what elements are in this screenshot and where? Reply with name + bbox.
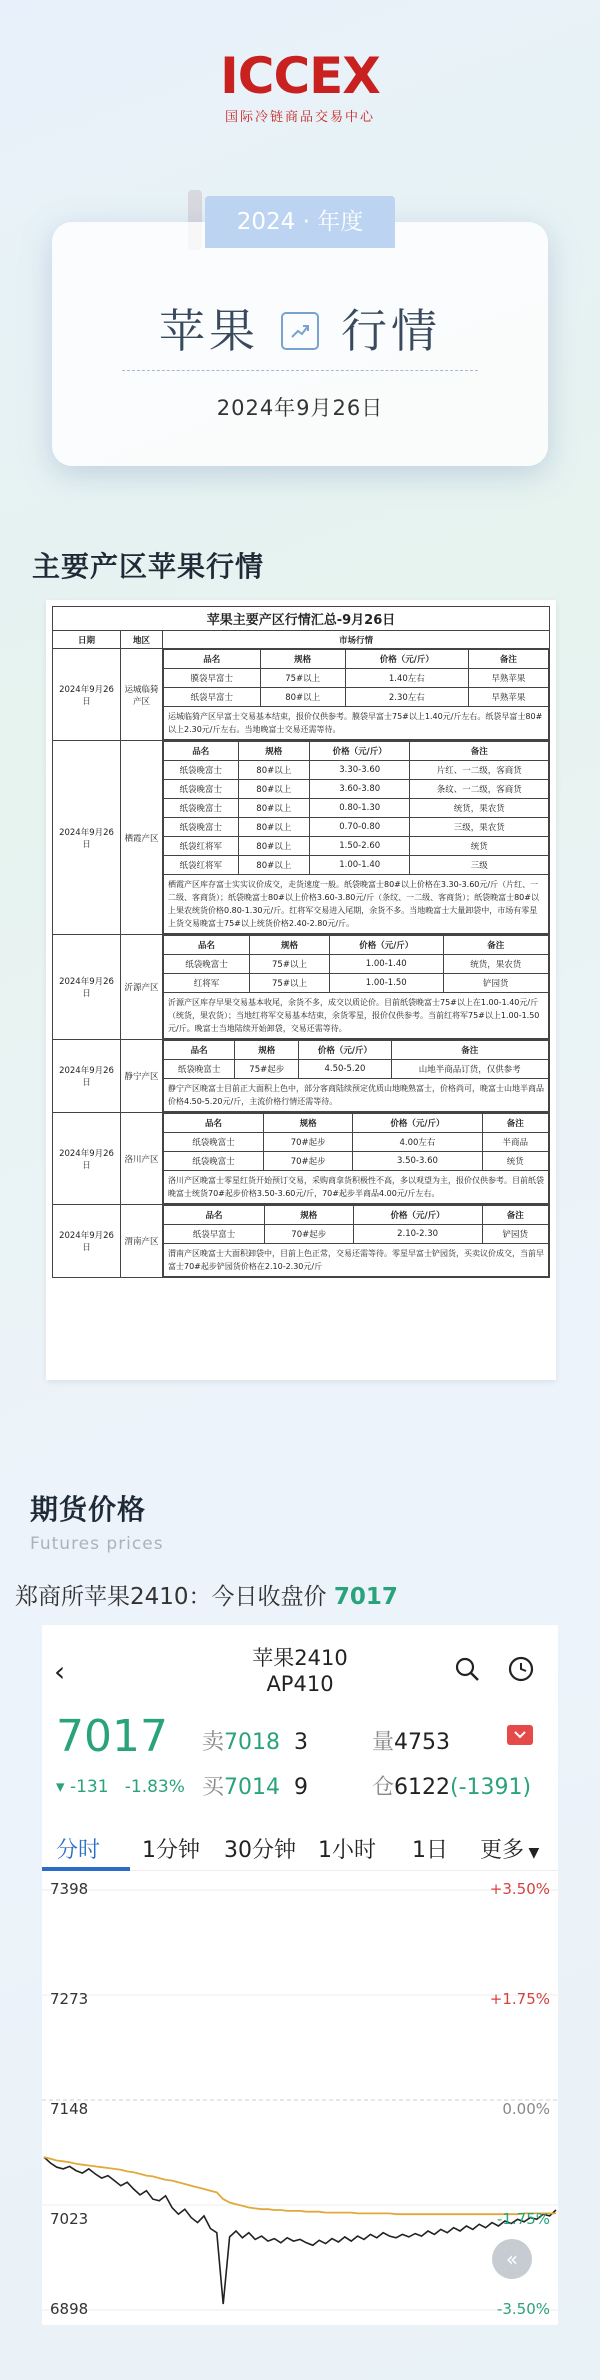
tab-more-label: 更多 [480,1838,525,1863]
price-cell: 4.50-5.20 [299,1060,391,1079]
oi-value: 6122 [394,1775,451,1800]
region-date: 2024年9月26日 [53,649,121,741]
region-note: 静宁产区晚富士目前正大面积上色中，部分客商陆续预定优质山地晚熟富士，价格尚可，晚富士山地半商品价格4.50-5.20元/斤，主流价格行情还需等待。 [164,1079,549,1112]
region-note: 栖霞产区库存富士实实议价成交，走货速度一般。纸袋晚富士80#以上价格在3.30-3.60元/斤（片红、一二级、客商货）；纸袋晚富士80#以上价格3.60-3.80元/斤（条纹、一二级、客商货）；纸袋晚富士80#以上果农统货价格0.80-1.30元/斤。红将军交易进入尾期，余货不多。当地晚富士大量卸袋中，市场有零星上货交易晚富士75#以上统货价格2.40-2.80元/斤。 [164,875,549,934]
price-cell: 80#以上 [238,761,309,780]
price-cell: 75#以上 [260,669,345,688]
price-row [164,1060,549,1079]
price-cell: 0.80-1.30 [310,799,410,818]
price-cell: 75#以上 [250,974,330,993]
col-region: 地区 [121,631,163,649]
price-cell: 80#以上 [260,688,345,707]
price-cell: 纸袋晚富士 [164,799,239,818]
tab-intraday[interactable]: 分时 [56,1838,101,1863]
sub-header: 价格（元/斤） [299,1041,391,1060]
sub-header: 规格 [260,650,345,669]
sub-header: 品名 [164,650,261,669]
price-cell: 纸袋晚富士 [164,1060,235,1079]
price-cell: 1.00-1.40 [329,955,443,974]
page-title [52,295,548,361]
price-cell: 红将军 [164,974,250,993]
price-cell: 80#以上 [238,818,309,837]
change-value: -131 [69,1777,109,1797]
divider [122,370,478,371]
price-change [56,1777,185,1797]
y-left-tick: 7148 [50,2100,89,2118]
sub-header: 规格 [238,742,309,761]
tab-1hour[interactable]: 1小时 [318,1838,376,1863]
region-row [53,1040,550,1113]
ask-label: 卖 [202,1730,225,1755]
region-market [163,935,550,1040]
price-cell: 山地半商品订货，仅供参考 [391,1060,548,1079]
market-table [52,606,550,1296]
sub-header: 价格（元/斤） [345,650,468,669]
price-cell: 纸袋晚富士 [164,818,239,837]
price-cell: 纸袋晚富士 [164,761,239,780]
market-table-image [46,600,556,1380]
price-row [164,1152,549,1171]
sub-header: 备注 [468,650,548,669]
y-left-tick: 7273 [50,1990,89,2008]
price-cell: 2.10-2.30 [353,1225,482,1244]
sub-header: 规格 [250,936,330,955]
region-price-table [163,1205,549,1277]
close-price-line [15,1578,398,1611]
region-row [53,1205,550,1278]
price-cell: 统货，果农货 [410,799,549,818]
price-cell: 纸袋晚富士 [164,780,239,799]
region-price-table [163,649,549,740]
trend-up-icon [281,312,319,350]
region-market [163,1040,550,1113]
close-price-value: 7017 [333,1584,398,1610]
price-cell: 80#以上 [238,837,309,856]
change-percent: -1.83% [124,1777,185,1797]
volume-value: 4753 [394,1730,451,1755]
region-price-table [163,741,549,934]
price-cell: 三级，果农货 [410,818,549,837]
y-right-tick: -1.75% [496,2210,550,2228]
sub-header: 价格（元/斤） [310,742,410,761]
price-row [164,780,549,799]
region-date: 2024年9月26日 [53,741,121,935]
region-name: 沂源产区 [121,935,163,1040]
price-cell: 70#起步 [264,1225,353,1244]
price-cell: 条纹、一二级，客商货 [410,780,549,799]
sub-header: 价格（元/斤） [353,1206,482,1225]
price-cell: 3.60-3.80 [310,780,410,799]
title-right: 行情 [341,304,441,358]
price-cell: 膜袋早富士 [164,669,261,688]
region-note: 沂源产区库存早果交易基本收尾，余货不多，成交以质论价。目前纸袋晚富士75#以上在1.00-1.40元/斤（统货，果农货）；当地红将军交易基本结束，余货零星，报价仅供参考。当前红将军75#以上1.00-1.50元/斤。晚富士当地陆续开始卸袋，交易还需等待。 [164,993,549,1039]
sub-header: 备注 [443,936,548,955]
region-row [53,1113,550,1205]
region-price-table [163,935,549,1039]
region-name: 栖霞产区 [121,741,163,935]
tab-more[interactable] [480,1833,539,1864]
price-row [164,837,549,856]
price-row [164,1225,549,1244]
region-note: 洛川产区晚富士零星红货开始预订交易，采购商拿货积极性不高，多以观望为主，报价仅供参考。目前纸袋晚富士统货70#起步价格3.50-3.60元/斤，70#起步半商品4.00元/斤左右。 [164,1171,549,1204]
region-row [53,741,550,935]
price-cell: 纸袋早富士 [164,1225,265,1244]
sub-header: 规格 [235,1041,299,1060]
price-cell: 4.00左右 [353,1133,482,1152]
history-clock-icon[interactable] [508,1656,534,1682]
region-date: 2024年9月26日 [53,1205,121,1278]
logo-mark: ICCEX [220,47,380,105]
logo-subtitle: 国际冷链商品交易中心 [224,110,375,125]
close-price-label: 郑商所苹果2410：今日收盘价 [15,1584,327,1610]
back-arrow-icon[interactable]: ‹ [54,1655,66,1688]
futures-header [42,1625,558,1713]
sub-header: 备注 [482,1114,549,1133]
sub-header: 价格（元/斤） [329,936,443,955]
price-cell: 3.30-3.60 [310,761,410,780]
triangle-down-icon: ▼ [524,1845,540,1861]
price-row [164,669,549,688]
region-market [163,1113,550,1205]
y-right-tick: +3.50% [489,1880,550,1898]
bid-label: 买 [202,1775,225,1800]
price-cell: 0.70-0.80 [310,818,410,837]
price-cell: 三级 [410,856,549,875]
region-date: 2024年9月26日 [53,935,121,1040]
sub-header: 规格 [263,1114,352,1133]
price-row [164,688,549,707]
price-cell: 纸袋红将军 [164,856,239,875]
price-row [164,761,549,780]
price-cell: 纸袋红将军 [164,837,239,856]
price-cell: 统货，果农货 [443,955,548,974]
down-triangle-icon: ▾ [56,1777,65,1797]
y-right-tick: +1.75% [489,1990,550,2008]
year-tab: 2024 · 年度 [205,196,395,248]
tab-1min[interactable]: 1分钟 [142,1838,200,1863]
price-cell: 1.00-1.40 [310,856,410,875]
price-row [164,1133,549,1152]
price-cell: 1.00-1.50 [329,974,443,993]
col-market: 市场行情 [163,631,550,649]
region-row [53,935,550,1040]
futures-app-card [42,1625,558,2325]
region-name: 静宁产区 [121,1040,163,1113]
price-cell: 早熟苹果 [468,688,548,707]
y-right-tick: 0.00% [502,2100,550,2118]
intraday-chart[interactable] [42,1880,558,2325]
region-note: 运城临猗产区早富士交易基本结束，报价仅供参考。膜袋早富士75#以上1.40元/斤左右。纸袋早富士80#以上2.30元/斤左右。当地晚富士交易还需等待。 [164,707,549,740]
region-note: 渭南产区晚富士大面积卸袋中，目前上色正常，交易还需等待。零星早富士铲园货，买卖议价成交，当前早富士70#起步铲园货价格在2.10-2.30元/斤 [164,1244,549,1277]
sub-header: 备注 [410,742,549,761]
sub-header: 品名 [164,936,250,955]
ask-price: 7018 [224,1730,281,1755]
open-interest-row [372,1770,531,1801]
price-cell: 统货 [410,837,549,856]
price-row [164,818,549,837]
price-cell: 2.30左右 [345,688,468,707]
iccex-logo [0,48,600,125]
bid-row [202,1770,308,1801]
price-cell: 纸袋晚富士 [164,1133,264,1152]
price-cell: 纸袋晚富士 [164,955,250,974]
collapse-arrows-icon[interactable]: « [492,2239,532,2279]
y-left-tick: 6898 [50,2300,89,2318]
y-left-tick: 7023 [50,2210,89,2228]
price-cell: 纸袋早富士 [164,688,261,707]
bid-qty: 9 [294,1775,309,1800]
tab-1day[interactable]: 1日 [412,1838,448,1863]
section-title-futures: 期货价格 [30,1493,147,1526]
region-name: 运城临猗产区 [121,649,163,741]
sub-header: 品名 [164,1041,235,1060]
price-row [164,974,549,993]
y-left-tick: 7398 [50,1880,89,1898]
price-cell: 75#起步 [235,1060,299,1079]
sub-header: 价格（元/斤） [353,1114,482,1133]
price-cell: 铲园货 [482,1225,548,1244]
region-date: 2024年9月26日 [53,1113,121,1205]
price-cell: 1.40左右 [345,669,468,688]
title-left: 苹果 [159,304,259,358]
section-title-main: 主要产区苹果行情 [32,550,265,583]
section-subtitle-futures: Futures prices [30,1534,164,1554]
y-right-tick: -3.50% [496,2300,550,2318]
volume-label: 量 [372,1730,395,1755]
price-row [164,799,549,818]
last-price: 7017 [56,1711,168,1762]
sub-header: 品名 [164,742,239,761]
price-cell: 早熟苹果 [468,669,548,688]
sub-header: 品名 [164,1206,265,1225]
region-name: 洛川产区 [121,1113,163,1205]
contract-title [42,1645,558,1697]
region-row [53,649,550,741]
price-line [44,2157,556,2304]
tab-30min[interactable]: 30分钟 [224,1838,296,1863]
price-cell: 1.50-2.60 [310,837,410,856]
table-title: 苹果主要产区行情汇总-9月26日 [53,607,550,631]
region-market [163,741,550,935]
price-cell: 80#以上 [238,856,309,875]
region-name: 渭南产区 [121,1205,163,1278]
ask-row [202,1725,308,1756]
report-date: 2024年9月26日 [216,396,384,420]
price-cell: 片红、一二级，客商货 [410,761,549,780]
ask-qty: 3 [294,1730,309,1755]
sub-header: 品名 [164,1114,264,1133]
bid-price: 7014 [224,1775,281,1800]
region-price-table [163,1040,549,1112]
region-price-table [163,1113,549,1204]
period-tabs [42,1821,558,1871]
region-date: 2024年9月26日 [53,1040,121,1113]
contract-name: 苹果2410 [252,1646,348,1670]
price-row [164,955,549,974]
oi-label: 仓 [372,1775,395,1800]
price-cell: 铲园货 [443,974,548,993]
price-cell: 80#以上 [238,799,309,818]
contract-code: AP410 [266,1672,334,1696]
price-row [164,856,549,875]
price-cell: 3.50-3.60 [353,1152,482,1171]
active-tab-indicator [42,1867,130,1871]
price-cell: 统货 [482,1152,549,1171]
price-cell: 80#以上 [238,780,309,799]
price-cell: 半商品 [482,1133,549,1152]
sub-header: 备注 [391,1041,548,1060]
col-date: 日期 [53,631,121,649]
region-market [163,1205,550,1278]
oi-change: (-1391) [450,1775,532,1800]
price-cell: 70#起步 [263,1152,352,1171]
region-market [163,649,550,741]
price-cell: 纸袋晚富士 [164,1152,264,1171]
sub-header: 规格 [264,1206,353,1225]
price-cell: 75#以上 [250,955,330,974]
volume-row [372,1725,450,1756]
sub-header: 备注 [482,1206,548,1225]
price-cell: 70#起步 [263,1133,352,1152]
search-icon[interactable] [454,1656,480,1682]
alert-icon[interactable] [507,1725,533,1745]
